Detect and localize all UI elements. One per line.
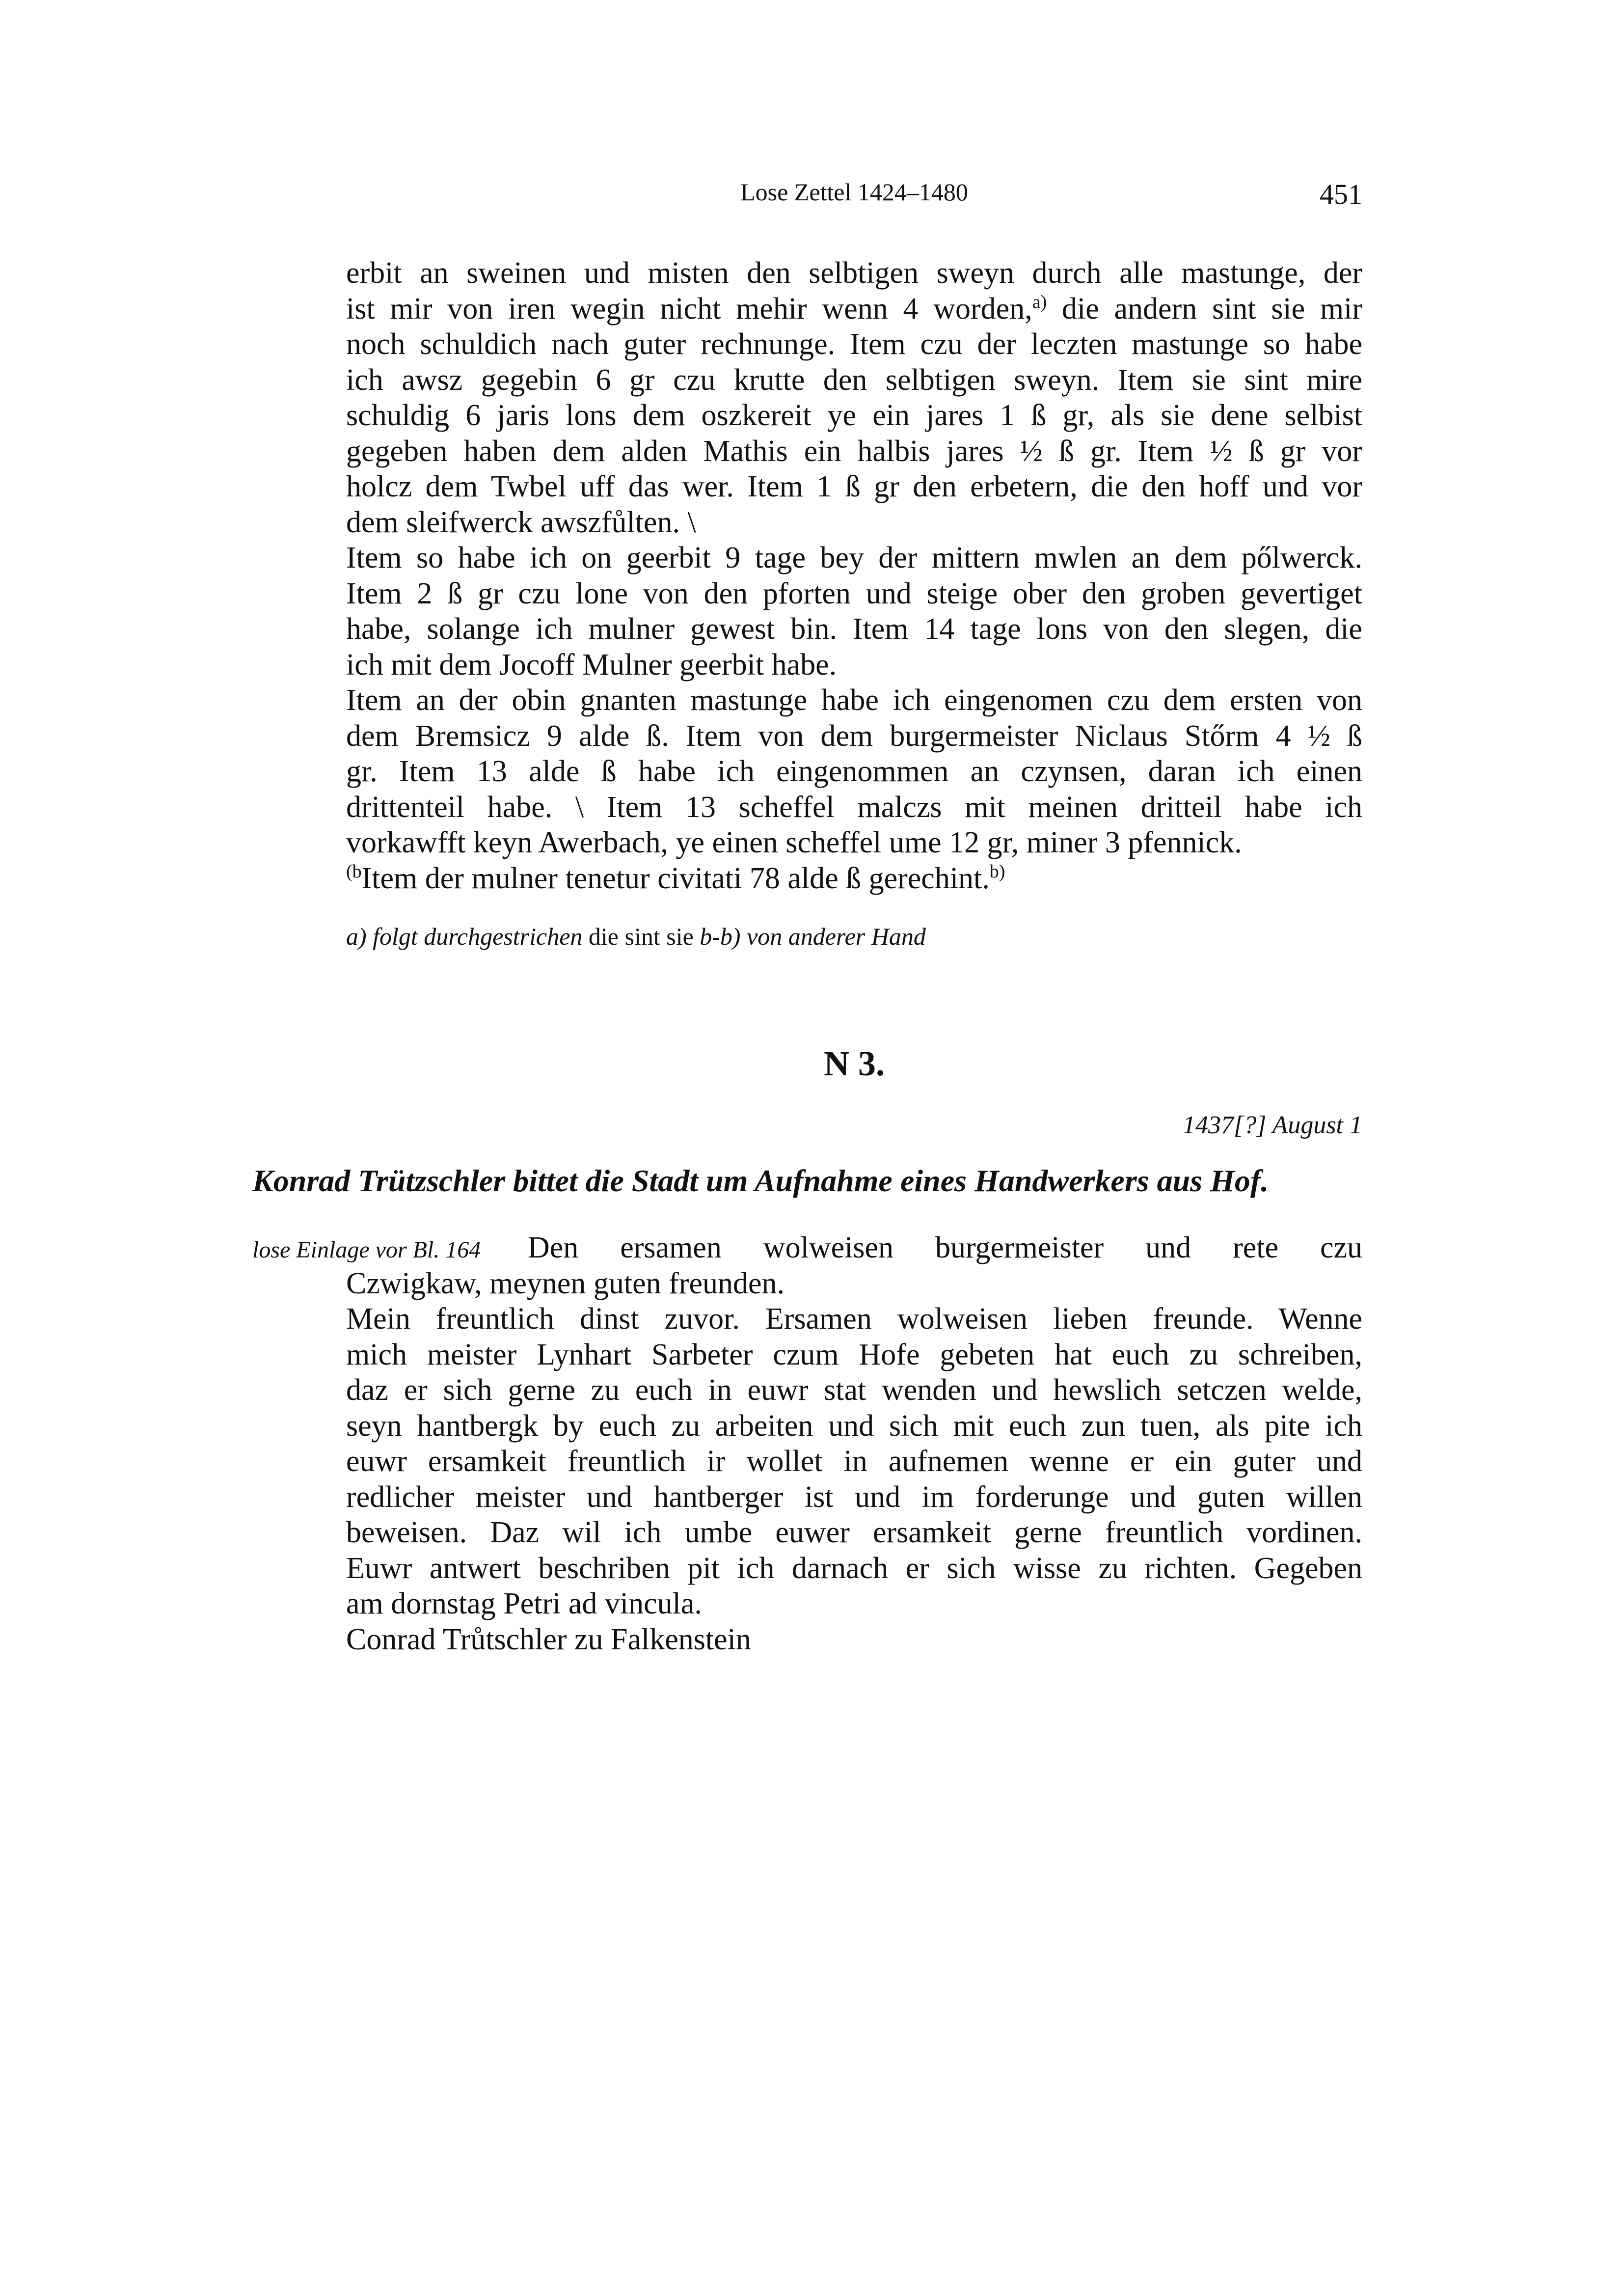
continuation-line	[346, 469, 1362, 505]
document-date: 1437[?] August 1	[1183, 1111, 1362, 1139]
letter-line	[346, 1444, 1362, 1479]
letter-line-text: Mein freuntlich dinst zuvor. Ersamen wolweisen lieben freunde. Wenne	[346, 1302, 1362, 1336]
footnote-a-text: die sint sie	[582, 923, 700, 950]
letter-text	[346, 1266, 1362, 1658]
continuation-text	[346, 255, 1362, 896]
letter-line	[346, 1337, 1362, 1373]
letter-line-text: mich meister Lynhart Sarbeter czum Hofe gebeten hat euch zu schreiben,	[346, 1338, 1362, 1371]
continuation-line	[346, 291, 1362, 327]
continuation-line-text: die andern sint sie mir	[1047, 292, 1363, 326]
letter-line-text: daz er sich gerne zu euch in euwr stat wenden und hewslich setczen welde,	[346, 1373, 1362, 1407]
continuation-line-text: dem Bremsicz 9 alde ß. Item von dem burgermeister Niclaus Stőrm 4 ½ ß	[346, 719, 1362, 753]
letter-line	[346, 1622, 1362, 1658]
continuation-line	[346, 861, 1362, 897]
letter-line-text: Conrad Trůtschler zu Falkenstein	[346, 1622, 751, 1656]
letter-line	[346, 1408, 1362, 1444]
continuation-line	[346, 327, 1362, 362]
continuation-line-text: ist mir von iren wegin nicht mehir wenn 4 worden,	[346, 292, 1032, 326]
continuation-line	[346, 576, 1362, 612]
continuation-line	[346, 611, 1362, 647]
letter-line	[346, 1479, 1362, 1515]
continuation-line-text: ich awsz gegebin 6 gr czu krutte den selbtigen sweyn. Item sie sint mire	[346, 363, 1362, 397]
letter-line	[346, 1515, 1362, 1551]
continuation-line-text: holcz dem Twbel uff das wer. Item 1 ß gr den erbetern, die den hoff und vor	[346, 470, 1362, 503]
letter-line-text: beweisen. Daz wil ich umbe euwer ersamkeit gerne freuntlich vordinen.	[346, 1516, 1362, 1549]
letter-line	[346, 1551, 1362, 1586]
continuation-line	[346, 647, 1362, 683]
continuation-line-text: Item 2 ß gr czu lone von den pforten und steige ober den groben gevertiget	[346, 576, 1362, 610]
continuation-line-text: schuldig 6 jaris lons dem oszkereit ye ein jares 1 ß gr, als sie dene selbist	[346, 399, 1362, 432]
continuation-line-text: noch schuldich nach guter rechnunge. Item czu der leczten mastunge so habe	[346, 328, 1362, 361]
continuation-line-text: erbit an sweinen und misten den selbtigen sweyn durch alle mastunge, der	[346, 256, 1362, 290]
continuation-line-text: ich mit dem Jocoff Mulner geerbit habe.	[346, 648, 837, 682]
continuation-line-text: habe, solange ich mulner gewest bin. Item 14 tage lons von den slegen, die	[346, 612, 1362, 646]
continuation-line	[346, 540, 1362, 576]
address-line: Den ersamen wolweisen burgermeister und rete czu	[528, 1231, 1362, 1264]
continuation-line	[346, 825, 1362, 861]
footnote-marker: (b	[346, 861, 362, 882]
letter-line-text: seyn hantbergk by euch zu arbeiten und sich mit euch zun tuen, als pite ich	[346, 1409, 1362, 1443]
continuation-line	[346, 754, 1362, 790]
margin-note: lose Einlage vor Bl. 164	[252, 1237, 481, 1263]
continuation-line-text: Item so habe ich on geerbit 9 tage bey der mittern mwlen an dem pőlwerck.	[346, 541, 1362, 574]
letter-line	[346, 1266, 1362, 1302]
continuation-line-text: Item an der obin gnanten mastunge habe ich eingenomen czu dem ersten von	[346, 683, 1362, 717]
letter-line-text: Czwigkaw, meynen guten freunden.	[346, 1266, 784, 1300]
letter-line	[346, 1301, 1362, 1337]
continuation-line-text: drittenteil habe. \ Item 13 scheffel malczs mit meinen dritteil habe ich	[346, 790, 1362, 824]
running-title: Lose Zettel 1424–1480	[740, 178, 968, 206]
continuation-line	[346, 398, 1362, 434]
footnote-b-label: b-b) von anderer Hand	[700, 923, 926, 950]
footnote-a-label: a) folgt durchgestrichen	[346, 923, 583, 950]
document-number: N 3.	[824, 1044, 885, 1083]
continuation-line	[346, 790, 1362, 825]
letter-line-text: euwr ersamkeit freuntlich ir wollet in aufnemen wenne er ein guter und	[346, 1445, 1362, 1478]
continuation-line-text: dem sleifwerck awszfůlten. \	[346, 505, 696, 539]
continuation-line-text: gr. Item 13 alde ß habe ich eingenommen an czynsen, daran ich einen	[346, 755, 1362, 788]
letter-line-text: Euwr antwert beschriben pit ich darnach er sich wisse zu richten. Gegeben	[346, 1551, 1362, 1585]
letter-line-text: redlicher meister und hantberger ist und im forderunge und guten willen	[346, 1480, 1362, 1514]
continuation-line	[346, 362, 1362, 398]
page-number: 451	[1320, 178, 1362, 210]
continuation-line	[346, 683, 1362, 718]
running-header	[346, 178, 1362, 212]
continuation-line	[346, 434, 1362, 469]
letter-line-text: am dornstag Petri ad vincula.	[346, 1587, 702, 1620]
continuation-line	[346, 255, 1362, 291]
letter-line	[346, 1586, 1362, 1622]
document-heading: Konrad Trützschler bittet die Stadt um Aufnahme eines Handwerkers aus Hof.	[252, 1163, 1269, 1198]
letter-line	[346, 1372, 1362, 1408]
footnote-marker: b)	[989, 861, 1005, 882]
footnote-marker: a)	[1032, 291, 1047, 312]
continuation-line-text: vorkawfft keyn Awerbach, ye einen scheffel ume 12 gr, miner 3 pfennick.	[346, 826, 1242, 859]
footnote-apparatus	[346, 922, 1362, 951]
continuation-line-text: Item der mulner tenetur civitati 78 alde ß gerechint.	[361, 861, 990, 895]
continuation-line-text: gegeben haben dem alden Mathis ein halbis jares ½ ß gr. Item ½ ß gr vor	[346, 434, 1362, 468]
continuation-line	[346, 718, 1362, 754]
continuation-line	[346, 505, 1362, 541]
